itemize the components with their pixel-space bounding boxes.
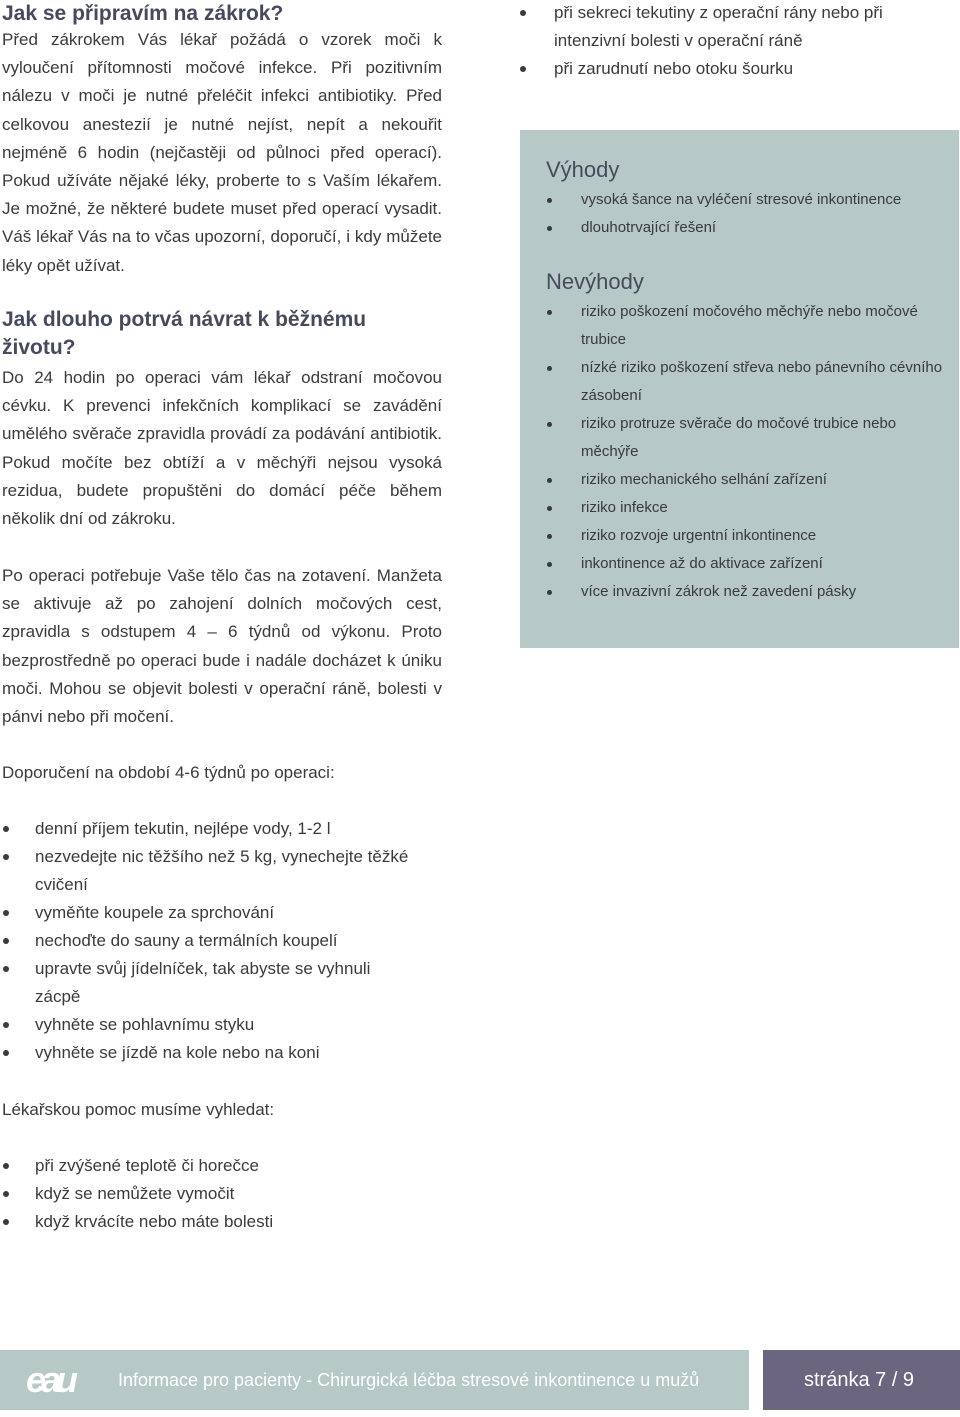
footer-title: Informace pro pacienty - Chirurgická léčba stresové inkontinence u mužů bbox=[118, 1370, 700, 1390]
help-list bbox=[2, 1152, 273, 1236]
paragraph-preparation: Před zákrokem Vás lékař požádá o vzorek moči k vyloučení přítomnosti močové infekce. Při pozitivním nálezu v moči je nutné přeléčit infekci antibiotiky. Před celkovou anestezií je nutné nejíst, nepít a nekouřit nejméně 6 hodin (nejčastěji od půlnoci před operací). Pokud užíváte nějaké léky, proberte to s Vaším lékařem. Je možné, že některé budete muset před operací vysadit. Váš lékař Vás na to včas upozorní, doporučí, i kdy můžete léky opět užívat. bbox=[2, 30, 442, 275]
bullet-icon bbox=[3, 910, 9, 916]
list-item: vyhněte se pohlavnímu styku bbox=[2, 1011, 415, 1039]
list-item: dlouhotrvající řešení bbox=[546, 214, 946, 242]
help-intro: Lékařskou pomoc musíme vyhledat: bbox=[2, 1100, 275, 1119]
list-item: riziko mechanického selhání zařízení bbox=[546, 466, 946, 494]
list-item: nezvedejte nic těžšího než 5 kg, vynechejte těžké cvičení bbox=[2, 843, 415, 899]
bullet-icon bbox=[547, 590, 552, 595]
bullet-icon bbox=[520, 10, 526, 16]
list-item: riziko rozvoje urgentní inkontinence bbox=[546, 522, 946, 550]
list-item: riziko infekce bbox=[546, 494, 946, 522]
bullet-icon bbox=[3, 1050, 9, 1056]
advantages-list bbox=[546, 186, 946, 242]
footer-banner bbox=[0, 1350, 749, 1410]
list-item: při zvýšené teplotě či horečce bbox=[2, 1152, 273, 1180]
section-heading-preparation: Jak se připravím na zákrok? bbox=[2, 2, 284, 25]
bullet-icon bbox=[520, 66, 526, 72]
list-item: při zarudnutí nebo otoku šourku bbox=[519, 55, 939, 83]
list-item: vyhněte se jízdě na kole nebo na koni bbox=[2, 1039, 415, 1067]
bullet-icon bbox=[547, 310, 552, 315]
bullet-icon bbox=[547, 198, 552, 203]
bullet-icon bbox=[3, 1191, 9, 1197]
bullet-icon bbox=[3, 826, 9, 832]
list-item: nízké riziko poškození střeva nebo pánevního cévního zásobení bbox=[546, 354, 946, 410]
list-item: denní příjem tekutin, nejlépe vody, 1-2 l bbox=[2, 815, 415, 843]
eau-logo: eau bbox=[26, 1359, 74, 1400]
bullet-icon bbox=[547, 422, 552, 427]
recommendations-list bbox=[2, 815, 415, 1067]
bullet-icon bbox=[547, 562, 552, 567]
list-item: při sekreci tekutiny z operační rány nebo při intenzivní bolesti v operační ráně bbox=[519, 0, 939, 55]
list-item: když se nemůžete vymočit bbox=[2, 1180, 273, 1208]
list-item: nechoďte do sauny a termálních koupelí bbox=[2, 927, 415, 955]
bullet-icon bbox=[3, 1163, 9, 1169]
bullet-icon bbox=[3, 1219, 9, 1225]
bullet-icon bbox=[547, 366, 552, 371]
bullet-icon bbox=[547, 506, 552, 511]
list-item: riziko poškození močového měchýře nebo močové trubice bbox=[546, 298, 946, 354]
bullet-icon bbox=[547, 478, 552, 483]
paragraph-recovery: Do 24 hodin po operaci vám lékař odstraní močovou cévku. K prevenci infekčních komplikací se zavádění umělého svěrače zpravidla provádí za podávání antibiotik. Pokud močíte bez obtíží a v měchýři nejsou vysoká rezidua, budete propuštěni do domácí péče během několik dní od zákroku. bbox=[2, 368, 442, 529]
list-item: když krvácíte nebo máte bolesti bbox=[2, 1208, 273, 1236]
bullet-icon bbox=[547, 534, 552, 539]
section-heading-recovery: Jak dlouho potrvá návrat k běžnému životu? bbox=[2, 308, 367, 359]
list-item: více invazivní zákrok než zavedení pásky bbox=[546, 578, 946, 606]
disadvantages-title: Nevýhody bbox=[546, 269, 644, 294]
bullet-icon bbox=[3, 854, 9, 860]
advantages-title: Výhody bbox=[546, 157, 620, 182]
bullet-icon bbox=[3, 938, 9, 944]
bullet-icon bbox=[547, 226, 552, 231]
paragraph-recovery-time: Po operaci potřebuje Vaše tělo čas na zotavení. Manžeta se aktivuje až po zahojení dolních močových cest, zpravidla s odstupem 4 – 6 týdnů od výkonu. Proto bezprostředně po operaci bude i nadále docházet k úniku moči. Mohou se objevit bolesti v operační ráně, bolesti v pánvi nebo při močení. bbox=[2, 566, 442, 727]
list-item: inkontinence až do aktivace zařízení bbox=[546, 550, 946, 578]
recommendations-intro: Doporučení na období 4-6 týdnů po operaci: bbox=[2, 763, 335, 782]
bullet-icon bbox=[3, 1022, 9, 1028]
bullet-icon bbox=[3, 966, 9, 972]
disadvantages-list bbox=[546, 298, 946, 606]
list-item: vysoká šance na vyléčení stresové inkontinence bbox=[546, 186, 946, 214]
warning-list-continued bbox=[519, 0, 939, 83]
list-item: upravte svůj jídelníček, tak abyste se vyhnuli zácpě bbox=[2, 955, 415, 1011]
list-item: riziko protruze svěrače do močové trubice nebo měchýře bbox=[546, 410, 946, 466]
pros-cons-box bbox=[520, 130, 959, 648]
page-number: stránka 7 / 9 bbox=[804, 1369, 915, 1391]
list-item: vyměňte koupele za sprchování bbox=[2, 899, 415, 927]
page-number-badge bbox=[763, 1350, 960, 1410]
